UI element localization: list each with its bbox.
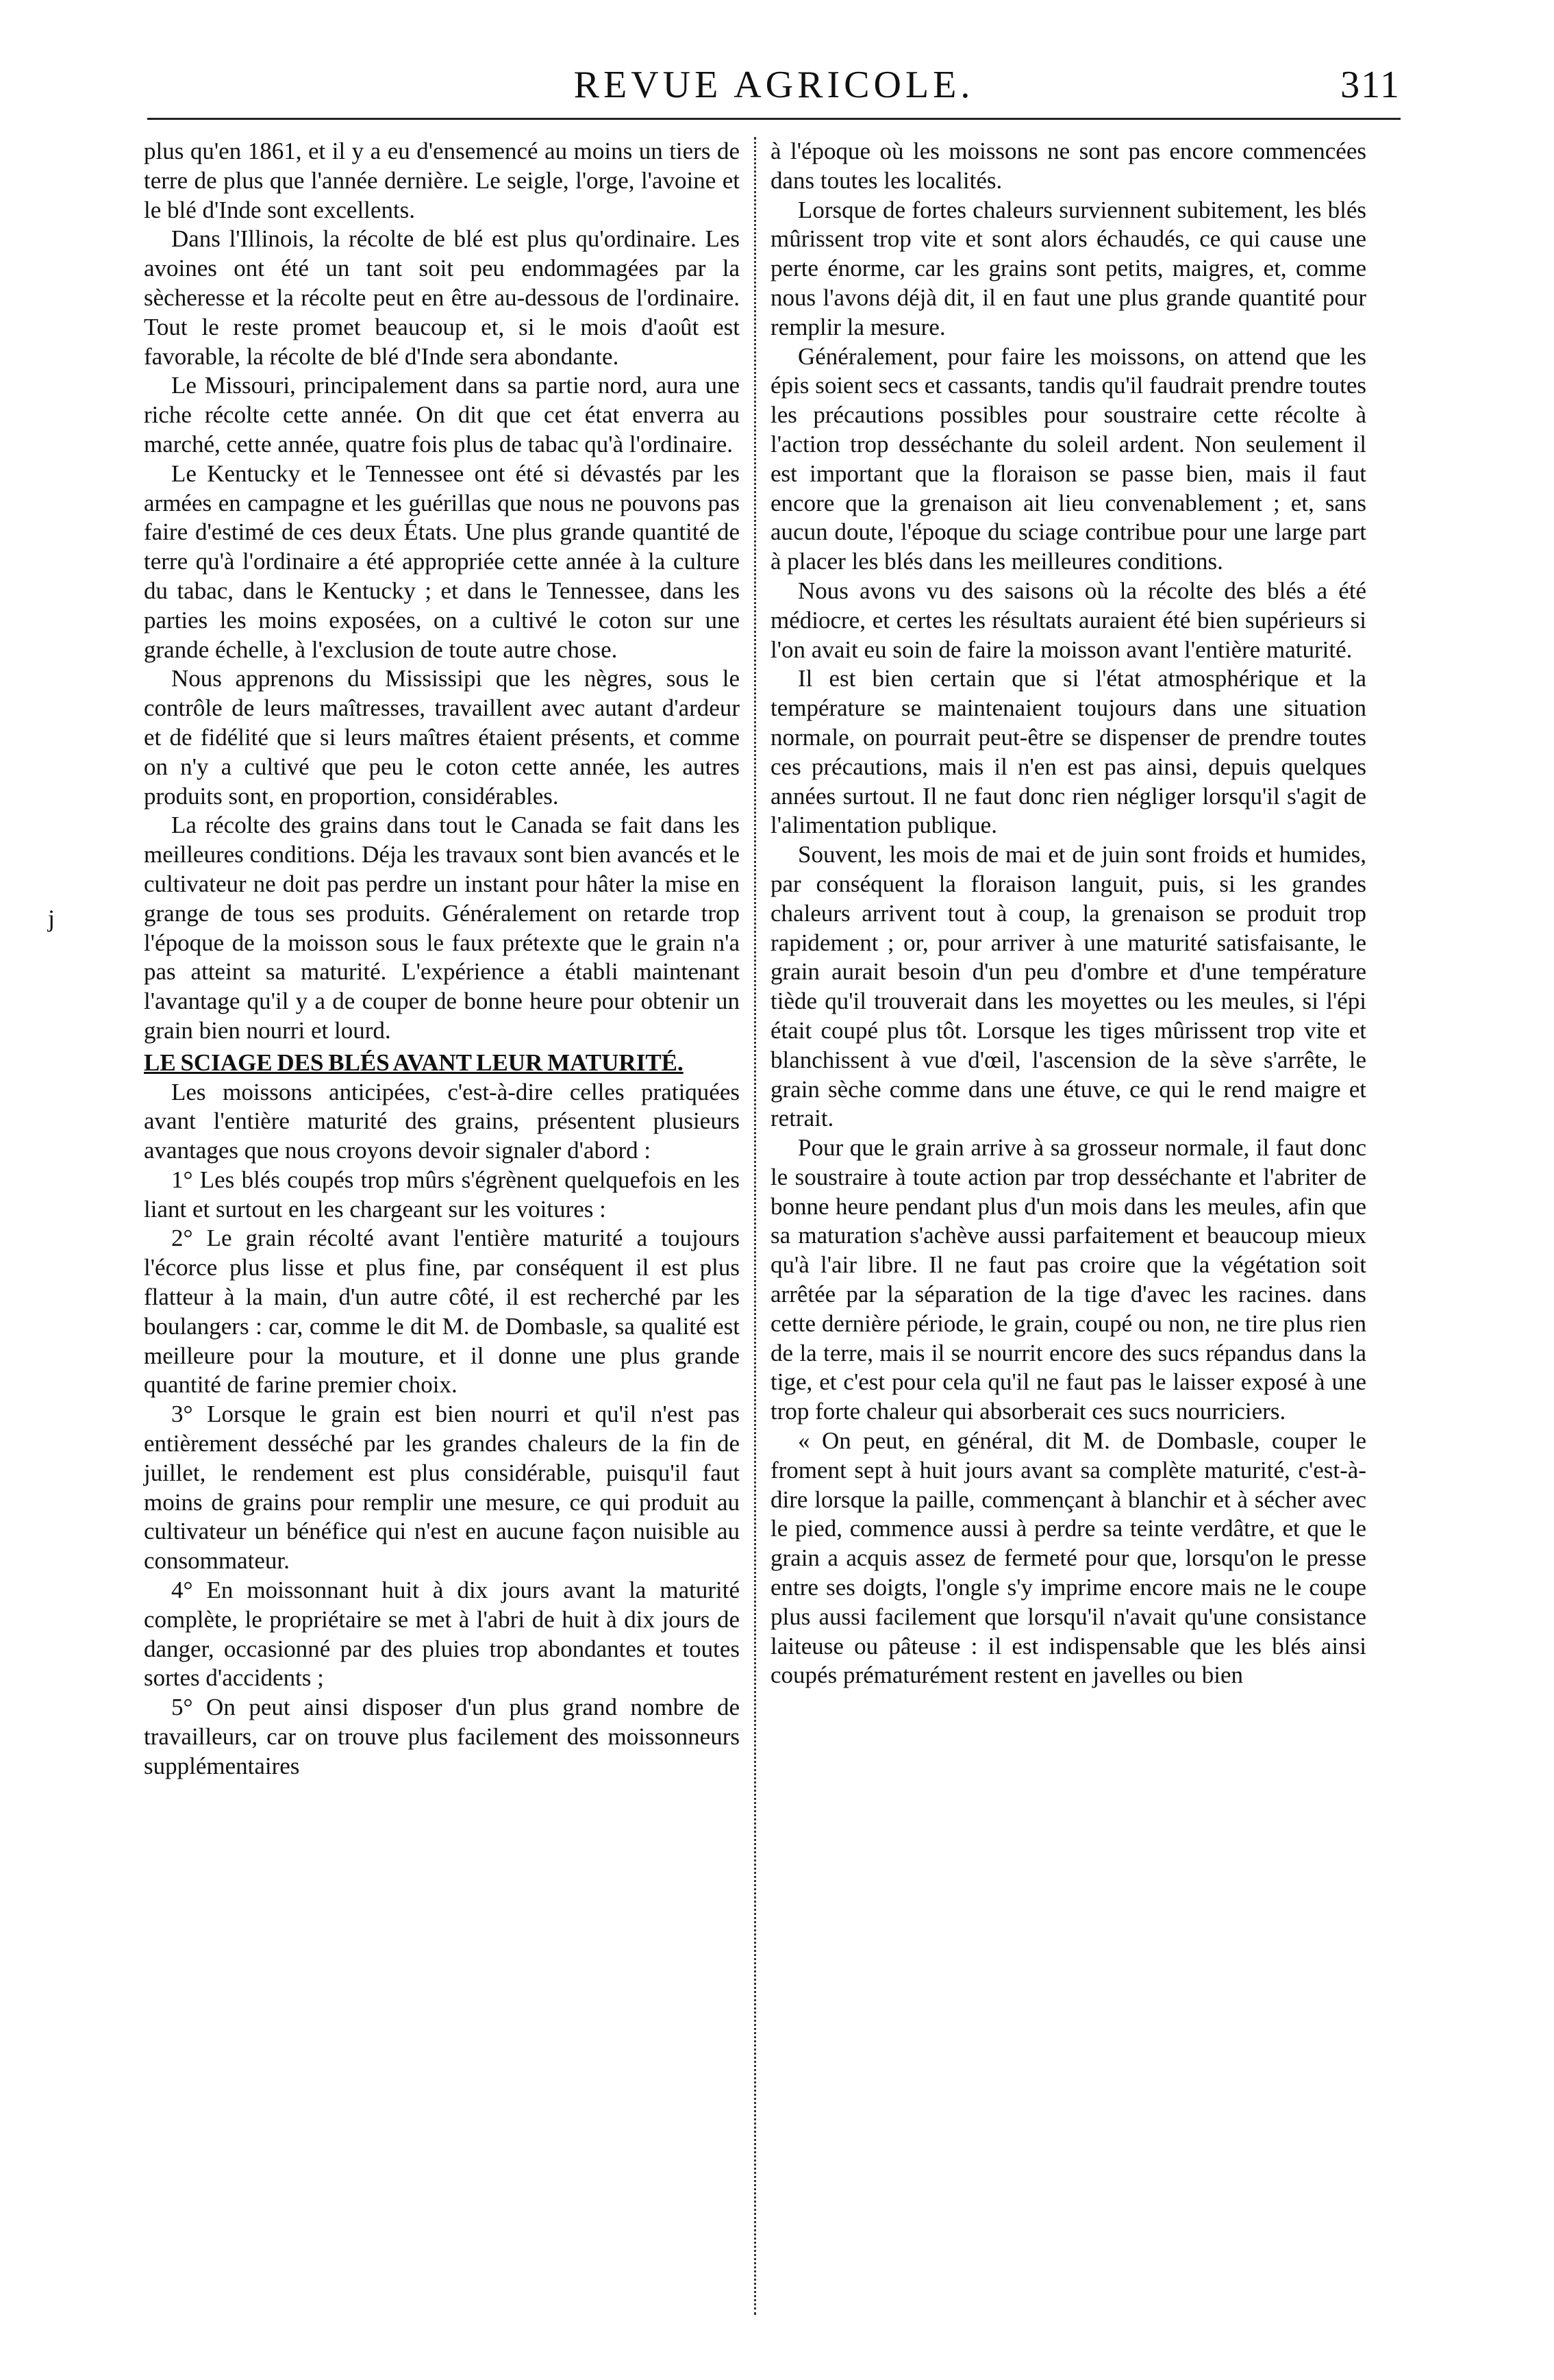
left-column xyxy=(144,137,740,1781)
list-item: 1° Les blés coupés trop mûrs s'égrènent quelquefois en les liant et surtout en les chargeant sur les voitures : xyxy=(144,1166,740,1223)
paragraph: Le Missouri, principalement dans sa partie nord, aura une riche récolte cette année. On dit que cet état enverra au marché, cette année, quatre fois plus de tabac qu'à l'ordinaire. xyxy=(144,372,740,458)
list-item: 2° Le grain récolté avant l'entière maturité a toujours l'écorce plus lisse et plus fine, par conséquent il est plus flatteur à la main, d'un autre côté, il est recherché par les boulangers : car, comme le dit M. de Dombasle, sa qualité est meilleure pour la mouture, et il donne une plus grande quantité de farine premier choix. xyxy=(144,1225,740,1399)
paragraph: Souvent, les mois de mai et de juin sont froids et humides, par conséquent la floraison languit, puis, si les grandes chaleurs arrivent tout à coup, la grenaison se produit trop rapidement ; or, pour arriver à une maturité satisfaisante, le grain aurait besoin d'un peu d'ombre et d'une température tiède qu'il trouverait dans les moyettes ou les meules, si l'épi était coupé plus tôt. Lorsque les tiges mûrissent trop vite et blanchissent à vue d'œil, l'ascension de la sève s'arrête, le grain sèche comme dans une étuve, ce qui le rend maigre et retrait. xyxy=(770,841,1366,1132)
paragraph: Lorsque de fortes chaleurs surviennent subitement, les blés mûrissent trop vite et sont alors échaudés, ce qui cause une perte énorme, car les grains sont petits, maigres, et, comme nous l'avons déjà dit, il en faut une plus grande quantité pour remplir la mesure. xyxy=(770,196,1366,340)
running-title: REVUE AGRICOLE. xyxy=(573,64,975,106)
paragraph: plus qu'en 1861, et il y a eu d'ensemencé au moins un tiers de terre de plus que l'année dernière. Le seigle, l'orge, l'avoine et le blé d'Inde sont excellents. xyxy=(144,138,740,223)
quotation: « On peut, en général, dit M. de Dombasle, couper le froment sept à huit jours avant sa complète maturité, c'est-à-dire lorsque la paille, commençant à blanchir et à sécher avec le pied, commence aussi à perdre sa teinte verdâtre, et que le grain a acquis assez de fermeté pour que, lorsqu'on le presse entre ses doigts, l'ongle s'y imprime encore mais ne le coupe plus aussi facilement que lorsqu'il n'avait qu'une consistance laiteuse ou pâteuse : il est indispensable que les blés ainsi coupés prématurément restent en javelles ou bien xyxy=(770,1427,1366,1689)
paragraph: Nous apprenons du Mississipi que les nègres, sous le contrôle de leurs maîtresses, travaillent avec autant d'ardeur et de fidélité que si leurs maîtres étaient présents, et comme on n'y a cultivé que peu le coton cette année, les autres produits sont, en proportion, considérables. xyxy=(144,665,740,810)
paragraph: Généralement, pour faire les moissons, on attend que les épis soient secs et cassants, tandis qu'il faudrait prendre toutes les précautions possibles pour soustraire cette récolte à l'action trop desséchante du soleil ardent. Non seulement il est important que la floraison se passe bien, mais il faut encore que la grenaison ait lieu convenablement ; et, sans aucun doute, l'époque du sciage contribue pour une large part à placer les blés dans les meilleures conditions. xyxy=(770,342,1366,575)
paragraph: Nous avons vu des saisons où la récolte des blés a été médiocre, et certes les résultats auraient été bien supérieurs si l'on avait eu soin de faire la moisson avant l'entière maturité. xyxy=(770,577,1366,663)
header-rule xyxy=(147,118,1401,120)
paragraph: Pour que le grain arrive à sa grosseur normale, il faut donc le soustraire à toute action par trop desséchante et l'abriter de bonne heure pendant plus d'un mois dans les meules, afin que sa maturation s'achève aussi parfaitement et beaucoup mieux qu'à l'air libre. Il ne faut pas croire que la végétation soit arrêtée par la séparation de la tige d'avec les racines. dans cette dernière période, le grain, coupé ou non, ne tire plus rien de la terre, mais il se nourrit encore des sucs répandus dans la tige, et c'est pour cela qu'il ne faut pas le laisser exposé à une trop forte chaleur qui absorberait ces sucs nourriciers. xyxy=(770,1134,1366,1425)
column-divider xyxy=(754,137,756,2315)
list-item: 3° Lorsque le grain est bien nourri et qu'il n'est pas entièrement desséché par les grandes chaleurs de la fin de juillet, le rendement est plus considérable, puisqu'il faut moins de grains pour remplir une mesure, ce qui produit au cultivateur un bénéfice qui n'est en aucune façon nuisible au consommateur. xyxy=(144,1401,740,1575)
page-header xyxy=(147,63,1401,112)
paragraph: La récolte des grains dans tout le Canada se fait dans les meilleures conditions. Déja les travaux sont bien avancés et le cultivateur ne doit pas perdre un instant pour hâter la mise en grange de tous ses produits. Généralement on retarde trop l'époque de la moisson sous le faux prétexte que le grain n'a pas atteint sa maturité. L'expérience a établi maintenant l'avantage qu'il y a de couper de bonne heure pour obtenir un grain bien nourri et lourd. xyxy=(144,812,740,1044)
paragraph: Les moissons anticipées, c'est-à-dire celles pratiquées avant l'entière maturité des grains, présentent plusieurs avantages que nous croyons devoir signaler d'abord : xyxy=(144,1078,740,1164)
paragraph: à l'époque où les moissons ne sont pas encore commencées dans toutes les localités. xyxy=(770,138,1366,194)
list-item: 5° On peut ainsi disposer d'un plus grand nombre de travailleurs, car on trouve plus facilement des moissonneurs supplémentaires xyxy=(144,1694,740,1779)
section-heading: LE SCIAGE DES BLÉS AVANT LEUR MATURITÉ. xyxy=(144,1049,684,1076)
paragraph: Le Kentucky et le Tennessee ont été si dévastés par les armées en campagne et les guérillas que nous ne pouvons pas faire d'estimé de ces deux États. Une plus grande quantité de terre qu'à l'ordinaire a été appropriée cette année à la culture du tabac, dans le Kentucky ; et dans le Tennessee, dans les parties les moins exposées, on a cultivé le coton sur une grande échelle, à l'exclusion de toute autre chose. xyxy=(144,460,740,663)
list-item: 4° En moissonnant huit à dix jours avant la maturité complète, le propriétaire se met à l'abri de huit à dix jours de danger, occasionné par des pluies trop abondantes et toutes sortes d'accidents ; xyxy=(144,1577,740,1692)
paragraph: Il est bien certain que si l'état atmosphérique et la température se maintenaient toujours dans une situation normale, on pourrait peut-être se dispenser de prendre toutes ces précautions, mais il n'en est pas ainsi, depuis quelques années surtout. Il ne faut donc rien négliger lorsqu'il s'agit de l'alimentation publique. xyxy=(770,665,1366,839)
margin-mark: j xyxy=(48,905,55,932)
right-column xyxy=(770,137,1366,1690)
paragraph: Dans l'Illinois, la récolte de blé est plus qu'ordinaire. Les avoines ont été un tant soit peu endommagées par la sècheresse et la récolte peut en être au-dessous de l'ordinaire. Tout le reste promet beaucoup et, si le mois d'août est favorable, la récolte de blé d'Inde sera abondante. xyxy=(144,225,740,370)
page-number: 311 xyxy=(1340,64,1401,106)
